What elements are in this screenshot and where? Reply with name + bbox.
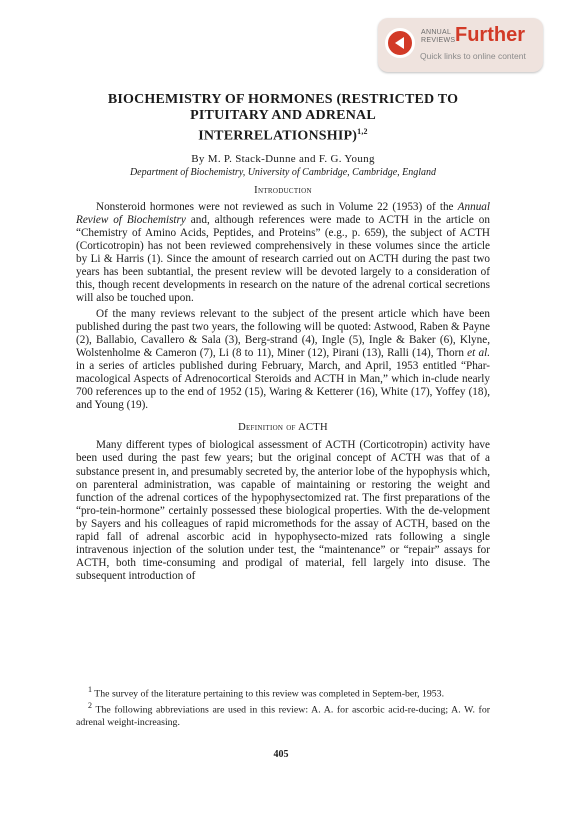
further-arrow-icon — [385, 28, 415, 58]
further-label[interactable]: Further — [455, 24, 525, 46]
further-subtitle: Quick links to online content — [420, 51, 526, 61]
footnotes — [76, 684, 490, 729]
further-badge[interactable] — [378, 18, 543, 72]
article-authors: By M. P. Stack-Dunne and F. G. Young — [191, 152, 375, 165]
article-affiliation: Department of Biochemistry, University of Cambridge, Cambridge, England — [129, 166, 437, 178]
page-number: 405 — [273, 749, 289, 760]
publisher-logo-text: ANNUAL REVIEWS — [421, 29, 456, 44]
footnote-2: $^2$ The following abbreviations are used in this review: A. A. for ascorbic acid-re-ducing; A. W. for adrenal weight-increasing. — [76, 701, 490, 728]
footnote-1: $^1$ The survey of the literature pertaining to this review was completed in Septem-ber, 1953. — [88, 685, 445, 700]
body-paragraph: Of the many reviews relevant to the subject of the present article which have been published during the past two years, the following will be quoted: Astwood, Raben & Payne (2), Ballabio, Cavallero & Sala (3), Berg-strand (4), Ingle (5), Ingle & Baker (6), Klyne, Wolstenholme & Cameron (7), Li (8 to 11), Miner (12), Pirani (13), Ralli (14), Thorn et al. in a series of articles published during February, March, and April, 1953 entitled “Phar-macological Aspects of Adrenocortical Steroids and ACTH in Man,” which in-clude nearly 700 references up to the end of 1952 (15), Waring & Ketterer (16), White (17), Yoffey (18), and Young (19). — [76, 308, 490, 412]
section-heading-introduction: Introduction — [254, 184, 312, 196]
section-heading-definition: Definition of ACTH — [238, 422, 328, 434]
body-paragraph: Nonsteroid hormones were not reviewed as such in Volume 22 (1953) of the Annual Review of Biochemistry and, although references were made to ACTH in the article on “Chemistry of Amino Acids, Peptides, and Proteins” (e.g., p. 659), the subject of ACTH (Corticotropin) has not been reviewed comprehensively in these volumes since the article by Li & Harris (1). Since the amount of research carried out on ACTH during the past two years has been subtantial, the present review will be devoted largely to a consideration of this, though recent developments in research on the nature of the adrenal cortical secretions will also be touched upon. — [76, 200, 490, 304]
article-title: BIOCHEMISTRY OF HORMONES (RESTRICTED TO PITUITARY AND ADRENAL INTERRELATIONSHIP)$^{1,2}$ — [107, 92, 459, 144]
body-paragraph: Many different types of biological assessment of ACTH (Corticotropin) activity have been used during the past few years; but the original concept of ACTH was that of a substance present in, and presumably secreted by, the anterior lobe of the hypophysis which, on parenteral administration, was capable of maintaining or restoring the weight and function of the adrenal cortices of the hypophysectomized rat. The first preparations of the “pro-tein-hormone” certainly possessed these biological properties. With the de-velopment by Sayers and his colleagues of rapid micromethods for the assay of ACTH, based on the rapid fall of adrenal ascorbic acid in hypophysecto-mized rats following a single intravenous injection of the solution under test, the “maintenance” or “repair” assays for ACTH, both time-consuming and prodigal of material, fell largely into disuse. The subsequent introduction of — [76, 439, 490, 582]
article-page — [76, 92, 490, 583]
